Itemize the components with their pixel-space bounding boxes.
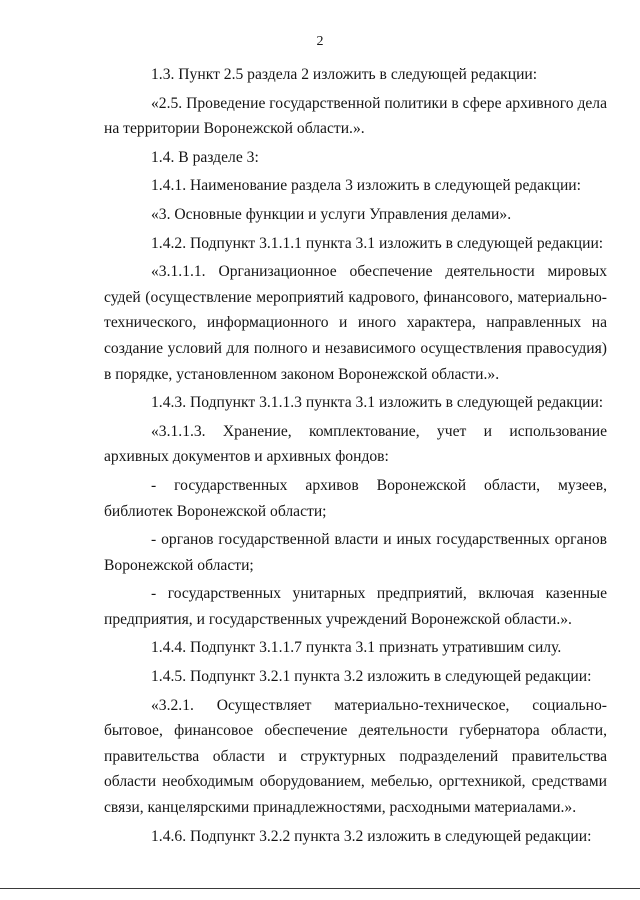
page-number: 2 xyxy=(316,34,324,49)
paragraph-1-4-4: 1.4.4. Подпункт 3.1.1.7 пункта 3.1 признать утратившим силу. xyxy=(151,639,562,657)
paragraph-1-4-1: 1.4.1. Наименование раздела 3 изложить в следующей редакции: xyxy=(151,177,581,195)
paragraph-1-4-5: 1.4.5. Подпункт 3.2.1 пункта 3.2 изложить в следующей редакции: xyxy=(151,668,592,686)
paragraph-2-5-quote: «2.5. Проведение государственной политики в сфере архивного дела на территории Воронежской области.». xyxy=(104,94,608,138)
paragraph-3-1-1-1-quote: «3.1.1.1. Организационное обеспечение деятельности мировых судей (осуществление мероприятий кадрового, финансового, материально-технического, информационного и иного характера, направленных на создание условий для полного и независимого осуществления правосудия) в порядке, установленном законом Воронежской области.». xyxy=(104,263,607,383)
paragraph-section-3-title-quote: «3. Основные функции и услуги Управления делами». xyxy=(151,205,512,223)
paragraph-1-3: 1.3. Пункт 2.5 раздела 2 изложить в следующей редакции: xyxy=(151,66,538,83)
paragraph-1-4-2: 1.4.2. Подпункт 3.1.1.1 пункта 3.1 изложить в следующей редакции: xyxy=(151,234,604,252)
paragraph-3-2-1-quote: «3.2.1. Осуществляет материально-техническое, социально-бытовое, финансовое обеспечение деятельности губернатора области, правительства области и структурных подразделений правительства области необходимым оборудованием, мебелью, оргтехникой, средствами связи, канцелярскими принадлежностями, расходными материалами.». xyxy=(104,696,607,817)
bottom-divider xyxy=(0,888,640,889)
paragraph-1-4-3: 1.4.3. Подпункт 3.1.1.3 пункта 3.1 изложить в следующей редакции: xyxy=(151,394,604,412)
paragraph-1-4-6: 1.4.6. Подпункт 3.2.2 пункта 3.2 изложить в следующей редакции: xyxy=(151,827,592,845)
list-item-archives: - государственных архивов Воронежской области, музеев, библиотек Воронежской области; xyxy=(104,476,607,520)
list-item-state-bodies: - органов государственной власти и иных государственных органов Воронежской области; xyxy=(104,531,607,574)
document-body xyxy=(104,62,607,849)
paragraph-3-1-1-3-quote: «3.1.1.3. Хранение, комплектование, учет и использование архивных документов и архивных фондов: xyxy=(104,422,607,466)
list-item-enterprises: - государственных унитарных предприятий, включая казенные предприятия, и государственных учреждений Воронежской области.». xyxy=(104,585,607,628)
paragraph-1-4: 1.4. В разделе 3: xyxy=(151,148,259,166)
